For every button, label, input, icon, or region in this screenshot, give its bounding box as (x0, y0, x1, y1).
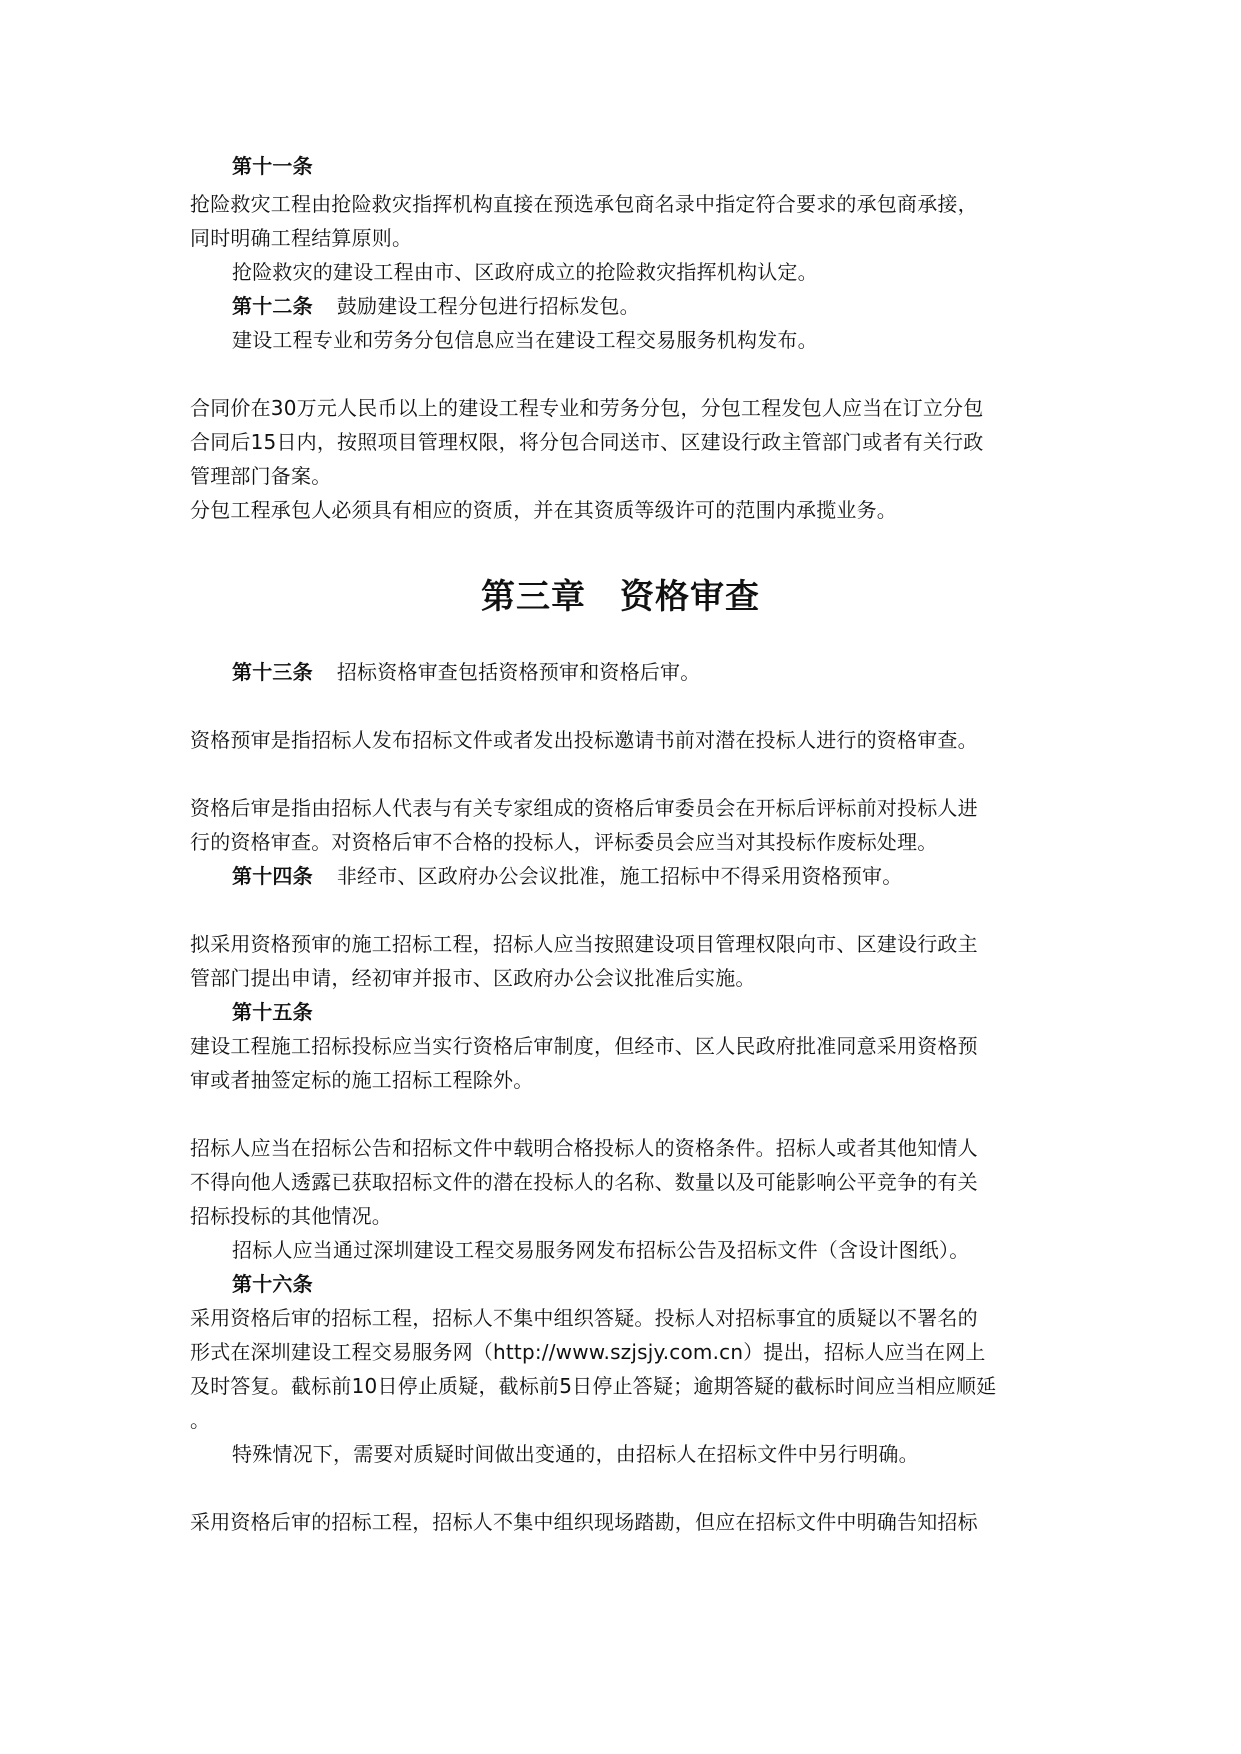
article-15-paragraph-2-line-1: 招标人应当在招标公告和招标文件中载明合格投标人的资格条件。招标人或者其他知情人 (190, 1136, 978, 1160)
article-16-paragraph-1-line-4: 。 (190, 1408, 211, 1432)
article-12-text: 鼓励建设工程分包进行招标发包。 (336, 294, 640, 318)
article-13-first-line (232, 656, 1070, 688)
article-13-paragraph-2: 资格预审是指招标人发布招标文件或者发出投标邀请书前对潜在投标人进行的资格审查。 (190, 728, 978, 752)
article-14-heading: 第十四条 (232, 864, 313, 888)
article-14-paragraph-2-line-1: 拟采用资格预审的施工招标工程，招标人应当按照建设项目管理权限向市、区建设行政主 (190, 932, 978, 956)
article-14-paragraph-2-line-2: 管部门提出申请，经初审并报市、区政府办公会议批准后实施。 (190, 966, 756, 990)
article-16-paragraph-2: 特殊情况下，需要对质疑时间做出变通的，由招标人在招标文件中另行明确。 (232, 1442, 919, 1466)
article-16-paragraph-3-line-1: 采用资格后审的招标工程，招标人不集中组织现场踏勘，但应在招标文件中明确告知招标 (190, 1510, 978, 1534)
article-15-paragraph-3: 招标人应当通过深圳建设工程交易服务网发布招标公告及招标文件（含设计图纸）。 (232, 1238, 970, 1262)
article-13-text: 招标资格审查包括资格预审和资格后审。 (336, 660, 701, 684)
chapter-name: 资格审查 (620, 577, 760, 617)
article-12-first-line (232, 290, 1070, 322)
article-14-first-line (232, 860, 1070, 892)
article-13-paragraph-3-line-1: 资格后审是指由招标人代表与有关专家组成的资格后审委员会在开标后评标前对投标人进 (190, 796, 978, 820)
article-12-paragraph-2: 建设工程专业和劳务分包信息应当在建设工程交易服务机构发布。 (232, 328, 818, 352)
article-16-paragraph-1-line-3: 及时答复。截标前10日停止质疑，截标前5日停止答疑；逾期答疑的截标时间应当相应顺延 (190, 1374, 997, 1398)
article-16-paragraph-1-line-2: 形式在深圳建设工程交易服务网（http://www.szjsjy.com.cn）提出，招标人应当在网上 (190, 1340, 986, 1364)
article-12-paragraph-4: 分包工程承包人必须具有相应的资质，并在其资质等级许可的范围内承揽业务。 (190, 498, 897, 522)
article-15-paragraph-2-line-2: 不得向他人透露已获取招标文件的潜在投标人的名称、数量以及可能影响公平竞争的有关 (190, 1170, 978, 1194)
chapter-number: 第三章 (481, 577, 586, 617)
article-15-paragraph-1-line-2: 审或者抽签定标的施工招标工程除外。 (190, 1068, 534, 1092)
article-11-text-line-2: 同时明确工程结算原则。 (190, 226, 413, 250)
article-14-text: 非经市、区政府办公会议批准，施工招标中不得采用资格预审。 (336, 864, 903, 888)
article-15-paragraph-1-line-1: 建设工程施工招标投标应当实行资格后审制度，但经市、区人民政府批准同意采用资格预 (190, 1034, 978, 1058)
article-12-heading: 第十二条 (232, 294, 313, 318)
article-15-heading: 第十五条 (232, 1000, 313, 1024)
article-12-paragraph-3-line-1: 合同价在30万元人民币以上的建设工程专业和劳务分包，分包工程发包人应当在订立分包 (190, 396, 984, 420)
article-11-paragraph-2: 抢险救灾的建设工程由市、区政府成立的抢险救灾指挥机构认定。 (232, 260, 818, 284)
article-11-heading: 第十一条 (232, 154, 313, 178)
article-16-paragraph-1-line-1: 采用资格后审的招标工程，招标人不集中组织答疑。投标人对招标事宜的质疑以不署名的 (190, 1306, 978, 1330)
article-16-heading: 第十六条 (232, 1272, 313, 1296)
chapter-3-title (0, 574, 1241, 620)
article-13-heading: 第十三条 (232, 660, 313, 684)
article-13-paragraph-3-line-2: 行的资格审查。对资格后审不合格的投标人，评标委员会应当对其投标作废标处理。 (190, 830, 938, 854)
article-15-paragraph-2-line-3: 招标投标的其他情况。 (190, 1204, 392, 1228)
article-12-paragraph-3-line-2: 合同后15日内，按照项目管理权限，将分包合同送市、区建设行政主管部门或者有关行政 (190, 430, 984, 454)
article-12-paragraph-3-line-3: 管理部门备案。 (190, 464, 332, 488)
article-11-text-line-1: 抢险救灾工程由抢险救灾指挥机构直接在预选承包商名录中指定符合要求的承包商承接， (190, 192, 978, 216)
